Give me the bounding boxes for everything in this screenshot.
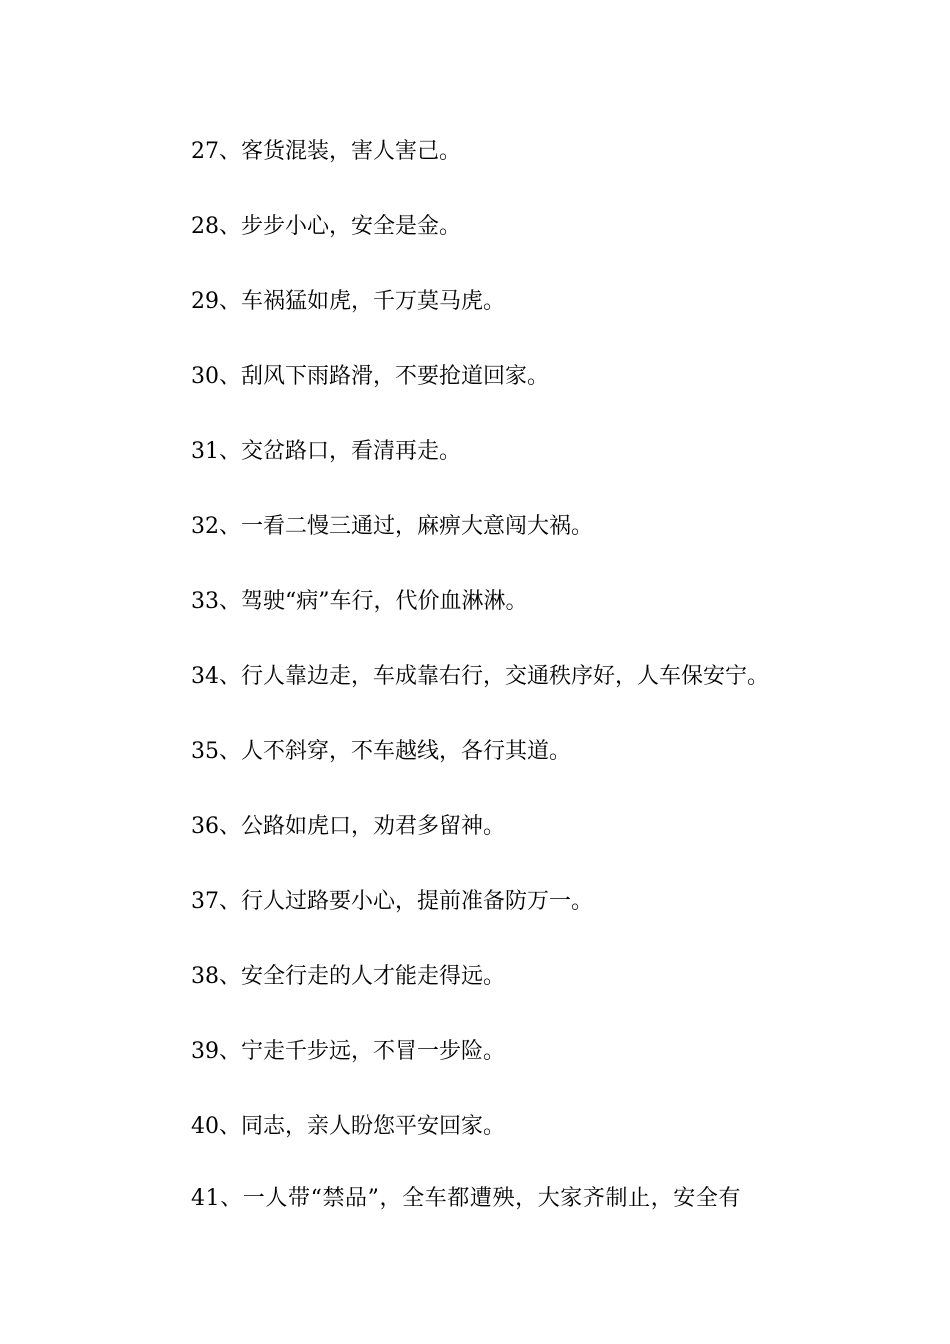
slogan-line-27: 27、客货混装，害人害己。 — [191, 139, 461, 164]
slogan-line-34: 34、行人靠边走，车成靠右行，交通秩序好，人车保安宁。 — [191, 664, 769, 689]
slogan-line-32: 32、一看二慢三通过，麻痹大意闯大祸。 — [191, 514, 593, 539]
slogan-line-39: 39、宁走千步远，不冒一步险。 — [191, 1039, 505, 1064]
slogan-line-35: 35、人不斜穿，不车越线，各行其道。 — [191, 739, 571, 764]
slogan-line-33: 33、驾驶“病”车行，代价血淋淋。 — [191, 589, 528, 614]
slogan-line-31: 31、交岔路口，看清再走。 — [191, 439, 461, 464]
slogan-line-38: 38、安全行走的人才能走得远。 — [191, 964, 505, 989]
slogan-line-36: 36、公路如虎口，劝君多留神。 — [191, 814, 505, 839]
slogan-line-37: 37、行人过路要小心，提前准备防万一。 — [191, 889, 593, 914]
slogan-line-41: 41、一人带“禁品”，全车都遭殃，大家齐制止，安全有 — [191, 1186, 742, 1211]
slogan-line-30: 30、刮风下雨路滑，不要抢道回家。 — [191, 364, 549, 389]
slogan-line-40: 40、同志，亲人盼您平安回家。 — [191, 1114, 505, 1139]
slogan-line-28: 28、步步小心，安全是金。 — [191, 214, 461, 239]
slogan-line-29: 29、车祸猛如虎，千万莫马虎。 — [191, 289, 505, 314]
